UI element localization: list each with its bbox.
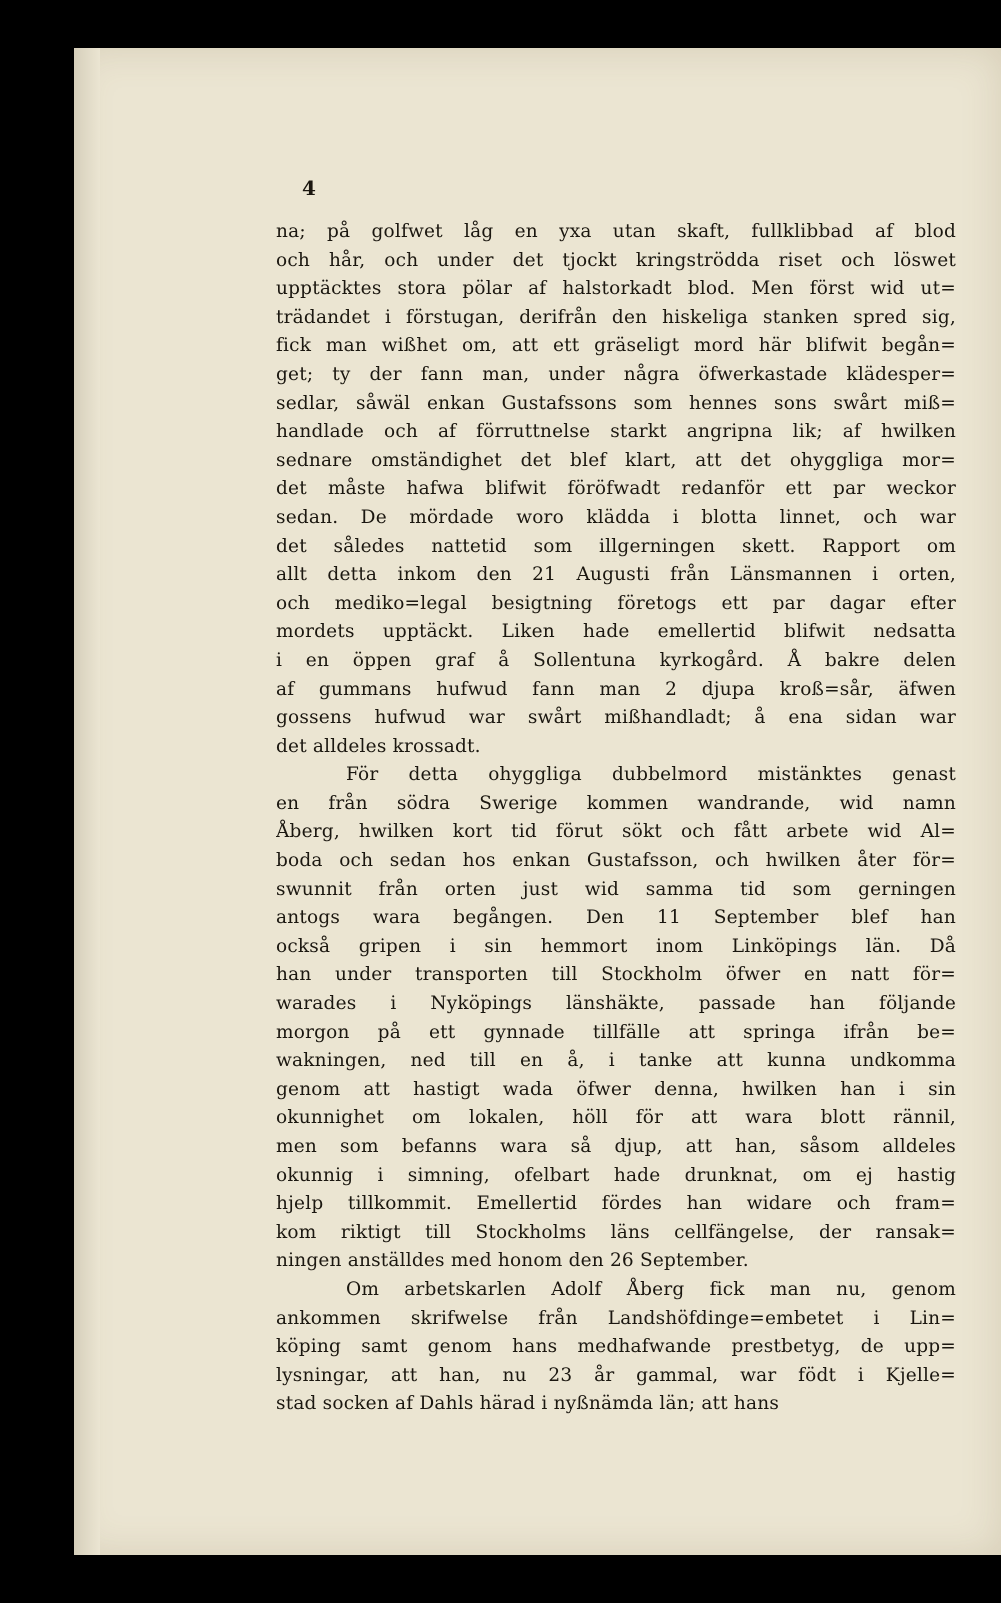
page-number: 4 <box>302 176 316 200</box>
text-line: af gummans hufwud fann man 2 djupa kroß=sår, äfwen <box>276 678 956 700</box>
text-line: hjelp tillkommit. Emellertid fördes han widare och fram= <box>276 1193 956 1215</box>
text-line: Åberg, hwilken kort tid förut sökt och fått arbete wid Al= <box>276 821 956 843</box>
text-line: upptäcktes stora pölar af halstorkadt blod. Men först wid ut= <box>276 278 956 300</box>
text-line: och hår, och under det tjockt kringströdda riset och löswet <box>276 249 956 271</box>
text-line: genom att hastigt wada öfwer denna, hwilken han i sin <box>276 1078 956 1100</box>
text-line: sedan. De mördade woro klädda i blotta linnet, och war <box>276 506 956 528</box>
text-line: också gripen i sin hemmort inom Linköpings län. Då <box>276 935 956 957</box>
text-line: köping samt genom hans medhafwande prestbetyg, de upp= <box>276 1336 956 1358</box>
text-line: För detta ohyggliga dubbelmord mistänktes genast <box>346 764 956 786</box>
text-line: na; på golfwet låg en yxa utan skaft, fullklibbad af blod <box>276 221 956 242</box>
text-line: warades i Nyköpings länshäkte, passade han följande <box>276 993 956 1015</box>
text-line: en från södra Swerige kommen wandrande, wid namn <box>276 792 956 814</box>
text-line: okunnighet om lokalen, höll för att wara blott rännil, <box>276 1107 956 1129</box>
text-line: stad socken af Dahls härad i nyßnämda län; att hans <box>276 1393 780 1415</box>
text-line: sednare omständighet det blef klart, att det ohyggliga mor= <box>276 449 956 471</box>
text-line: handlade och af förruttnelse starkt angripna lik; af hwilken <box>276 421 956 443</box>
text-line: boda och sedan hos enkan Gustafsson, och hwilken åter för= <box>276 850 956 872</box>
text-line: mordets upptäckt. Liken hade emellertid blifwit nedsatta <box>276 621 956 643</box>
text-line: det således nattetid som illgerningen skett. Rapport om <box>276 535 956 557</box>
text-line: fick man wißhet om, att ett gräseligt mord här blifwit begån= <box>276 335 956 357</box>
text-line: men som befanns wara så djup, att han, såsom alldeles <box>276 1136 956 1157</box>
text-line: swunnit från orten just wid samma tid som gerningen <box>276 878 956 900</box>
text-line: han under transporten till Stockholm öfwer en natt för= <box>276 964 956 986</box>
text-line: get; ty der fann man, under några öfwerkastade klädesper= <box>276 363 956 385</box>
text-line: okunnig i simning, ofelbart hade drunknat, om ej hastig <box>276 1164 956 1186</box>
book-page <box>74 48 1001 1555</box>
text-line: kom riktigt till Stockholms läns cellfängelse, der ransak= <box>276 1221 956 1243</box>
text-line: gossens hufwud war swårt mißhandladt; å ena sidan war <box>276 707 956 729</box>
text-line: det måste hafwa blifwit föröfwadt redanför ett par weckor <box>276 478 956 500</box>
text-line: allt detta inkom den 21 Augusti från Länsmannen i orten, <box>276 564 956 586</box>
text-line: trädandet i förstugan, derifrån den hiskeliga stanken spred sig, <box>276 306 956 328</box>
text-line: morgon på ett gynnade tillfälle att springa ifrån be= <box>276 1021 956 1043</box>
text-line: wakningen, ned till en å, i tanke att kunna undkomma <box>276 1050 956 1072</box>
text-line: lysningar, att han, nu 23 år gammal, war födt i Kjelle= <box>276 1364 956 1386</box>
text-line: det alldeles krossadt. <box>276 735 481 757</box>
page-fold-shadow <box>74 48 100 1555</box>
text-line: ningen anställdes med honom den 26 September. <box>276 1250 749 1272</box>
text-line: sedlar, såwäl enkan Gustafssons som hennes sons swårt miß= <box>276 392 956 414</box>
text-line: i en öppen graf å Sollentuna kyrkogård. Å bakre delen <box>276 649 956 671</box>
body-text <box>276 218 956 1419</box>
text-line: Om arbetskarlen Adolf Åberg fick man nu, genom <box>346 1278 956 1300</box>
text-line: och mediko=legal besigtning företogs ett par dagar efter <box>276 592 956 614</box>
text-line: antogs wara begången. Den 11 September blef han <box>276 907 956 929</box>
text-line: ankommen skrifwelse från Landshöfdinge=embetet i Lin= <box>276 1307 956 1329</box>
